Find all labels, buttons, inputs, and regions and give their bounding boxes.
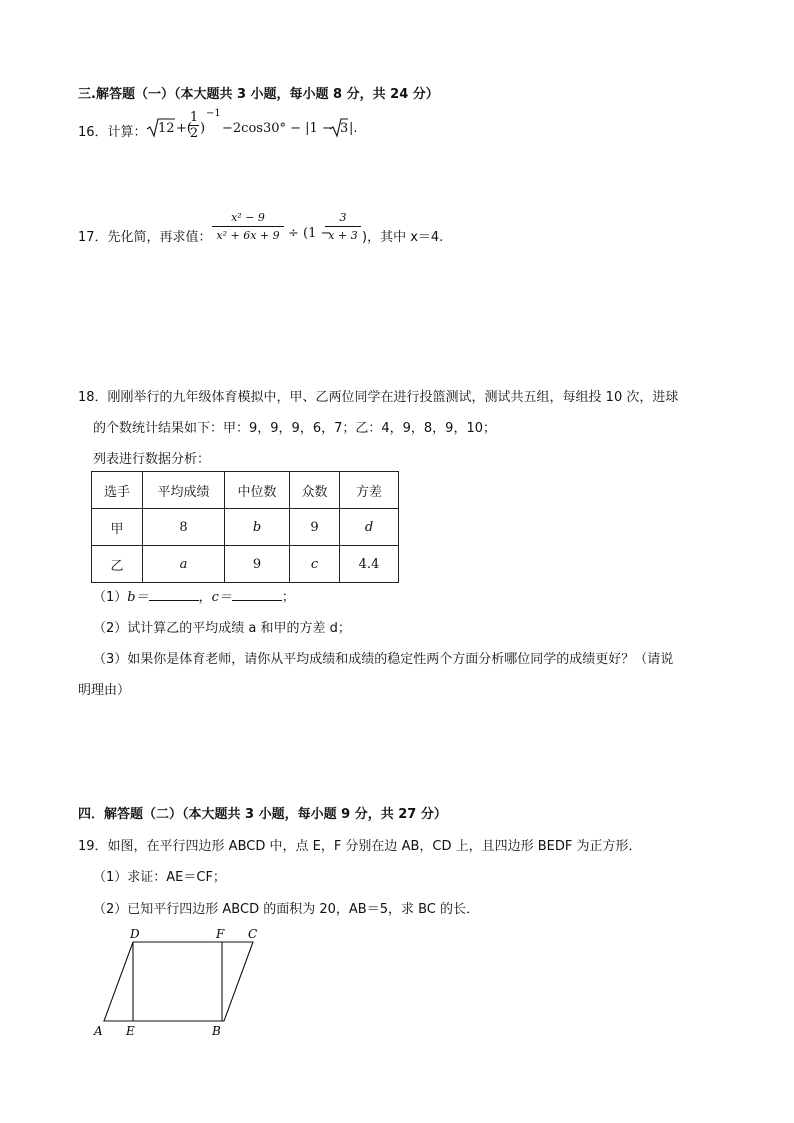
q16-prefix: 16．计算： [78,125,147,140]
q18-part-3-line-1: （3）如果你是体育老师，请你从平均成绩和成绩的稳定性两个方面分析哪位同学的成绩更好？（请说 [93,652,674,667]
label-a: A [94,1024,103,1038]
q18-line-2: 的个数统计结果如下：甲：9，9，9，6，7；乙：4，9，8，9，10； [93,421,496,436]
q16-exponent: −1 [206,108,221,119]
answer-blank [232,588,282,601]
table-cell: a [143,546,225,583]
table-cell: c [290,546,340,583]
table-header-cell: 选手 [92,472,143,509]
q19-part-2: （2）已知平行四边形 ABCD 的面积为 20，AB＝5，求 BC 的长． [93,902,479,917]
q18-part1-b-label: b＝ [127,590,149,605]
q18-part1-label: （1） [93,590,128,605]
label-b: B [212,1024,221,1038]
q16-plus: +( [176,121,192,136]
q16-end: |. [349,121,358,136]
section-3-heading: 三.解答题（一）（本大题共 3 小题，每小题 8 分，共 24 分） [78,87,439,102]
q17-suffix: )，其中 x＝4. [362,230,444,245]
q16-half-numerator: 1 [189,110,199,125]
table-header-cell: 平均成绩 [143,472,225,509]
q16-sqrt12: 12 [158,121,175,136]
q16-sqrt3: 3 [340,121,349,136]
label-d: D [130,927,140,941]
q17-divide: ÷ (1 − [288,226,332,241]
table-cell: d [340,509,399,546]
q18-part1-comma: ， [198,590,212,605]
q19-parallelogram-figure [90,924,270,1044]
table-cell: 4.4 [340,546,399,583]
q16-half-fraction [189,110,199,141]
q18-line-1: 18．刚刚举行的九年级体育模拟中，甲、乙两位同学在进行投篮测试，测试共五组，每组投 10 次，进球 [78,390,679,405]
table-cell: 甲 [92,509,143,546]
q18-stats-table [91,471,399,583]
table-header-cell: 方差 [340,472,399,509]
table-header-cell: 众数 [290,472,340,509]
q17-prefix: 17．先化简，再求值： [78,230,212,245]
q19-part-1: （1）求证：AE＝CF； [93,870,226,885]
q17-frac1-numerator: x² − 9 [231,211,265,224]
q18-part1-c-label: c＝ [211,590,232,605]
table-row [92,509,399,546]
q16-half-denominator: 2 [189,126,199,141]
parallelogram-abcd [104,942,253,1021]
q18-part1-end: ； [281,590,295,605]
table-header-row [92,472,399,509]
q18-part-2: （2）试计算乙的平均成绩 a 和甲的方差 d； [93,621,351,636]
q16-cos-term: −2cos30° − |1 − [222,121,333,136]
table-cell: 9 [290,509,340,546]
q17-fraction-2 [325,211,361,242]
q18-part-1 [93,586,295,605]
q17-frac1-denominator: x² + 6x + 9 [216,229,280,242]
table-cell: b [225,509,290,546]
table-cell: 9 [225,546,290,583]
label-c: C [248,927,258,941]
label-e: E [126,1024,135,1038]
q16-close-paren: ) [200,121,206,136]
table-header-cell: 中位数 [225,472,290,509]
q19-line-1: 19．如图，在平行四边形 ABCD 中，点 E，F 分别在边 AB，CD 上，且四边形 BEDF 为正方形． [78,839,642,854]
table-cell: 8 [143,509,225,546]
answer-blank [149,588,199,601]
section-4-heading: 四．解答题（二）（本大题共 3 小题，每小题 9 分，共 27 分） [78,807,447,822]
label-f: F [216,927,225,941]
table-cell: 乙 [92,546,143,583]
q18-line-3: 列表进行数据分析： [93,452,211,467]
table-row [92,546,399,583]
q17-fraction-1 [212,211,284,242]
q18-part-3-line-2: 明理由） [78,683,131,698]
q17-frac2-numerator: 3 [339,211,347,224]
q17-frac2-denominator: x + 3 [328,229,358,242]
